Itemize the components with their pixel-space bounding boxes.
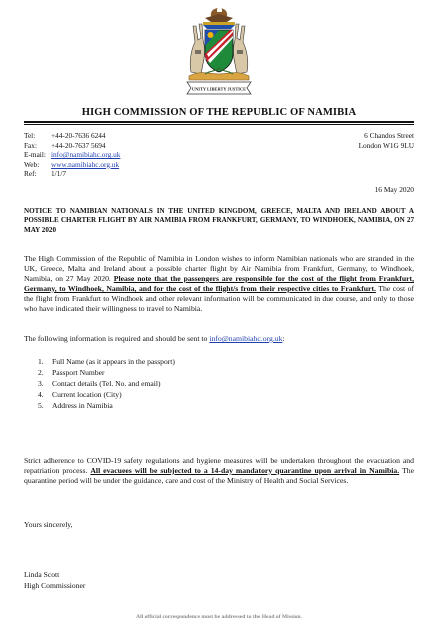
paragraph-intro-text: The High Commission of the Republic of Namibia in London wishes to inform Namibian nationals who are stranded in the UK, Greece, Malta and Ireland about a possible charter flight by Air Namibia from Frankfurt, Germany, to Windhoek, Namibia, on 27 May 2020. bbox=[24, 254, 414, 283]
list-item-number: 1. bbox=[38, 357, 44, 366]
fax-value: +44-20-7637 5694 bbox=[51, 140, 106, 150]
address-line-1: 6 Chandos Street bbox=[364, 131, 414, 140]
list-item bbox=[38, 368, 175, 379]
motto-text: UNITY LIBERTY JUSTICE bbox=[191, 86, 247, 92]
required-info-email-link[interactable]: info@namibiahc.org.uk bbox=[209, 334, 283, 343]
list-item-text: Contact details (Tel. No. and email) bbox=[52, 378, 161, 388]
list-item-text: Passport Number bbox=[52, 367, 105, 377]
letter-date: 16 May 2020 bbox=[374, 185, 414, 194]
covid-measures-text: Strict adherence to COVID-19 safety regulations and hygiene measures will be undertaken throughout the evacuation and repatriation process. bbox=[24, 456, 414, 475]
cost-responsibility-notice: Please note that the passengers are responsible for the cost of the flight from Frankfurt, Germany, to Windhoek, Namibia, and for the cost of the flight/s from their respective cities to Frankfurt. bbox=[24, 273, 415, 293]
paragraph-intro bbox=[24, 254, 414, 313]
footer-note: All official correspondence must be addressed to the Head of Mission. bbox=[136, 614, 302, 620]
list-item bbox=[38, 390, 175, 401]
contact-block bbox=[24, 131, 120, 179]
ref-row bbox=[24, 169, 120, 179]
required-info-text: The following information is required and should be sent to bbox=[24, 334, 208, 343]
list-item bbox=[38, 357, 175, 368]
motto-ribbon bbox=[187, 82, 251, 94]
list-item-text: Current location (City) bbox=[52, 389, 122, 399]
closing-salutation: Yours sincerely, bbox=[24, 520, 73, 529]
eagle-crest bbox=[203, 8, 235, 30]
list-item-number: 4. bbox=[38, 389, 44, 399]
paragraph-covid-measures bbox=[24, 456, 414, 486]
list-item-text: Full Name (as it appears in the passport) bbox=[52, 357, 175, 366]
list-item-number: 2. bbox=[38, 367, 44, 377]
quarantine-notice: All evacuees will be subjected to a 14-day mandatory quarantine upon arrival in Namibia. bbox=[90, 465, 400, 475]
tel-value: +44-20-7636 6244 bbox=[51, 131, 106, 140]
signer-title: High Commissioner bbox=[24, 580, 86, 590]
web-label: Web: bbox=[24, 159, 40, 169]
fax-label: Fax: bbox=[24, 140, 37, 150]
list-item-number: 3. bbox=[38, 378, 44, 388]
list-item bbox=[38, 379, 175, 390]
email-label: E-mail: bbox=[24, 150, 46, 160]
signature-block bbox=[24, 570, 85, 592]
signer-name: Linda Scott bbox=[24, 570, 60, 579]
required-info-list bbox=[38, 357, 175, 412]
email-row bbox=[24, 150, 120, 160]
list-item bbox=[38, 401, 175, 412]
paragraph-required-info bbox=[24, 334, 414, 344]
address-line-2: London W1G 9LU bbox=[358, 140, 414, 150]
tel-row bbox=[24, 131, 120, 141]
email-link[interactable]: info@namibiahc.org.uk bbox=[51, 150, 121, 160]
shield bbox=[205, 30, 233, 72]
required-info-suffix: : bbox=[282, 334, 285, 343]
list-item-number: 5. bbox=[38, 400, 44, 410]
notice-title: NOTICE TO NAMIBIAN NATIONALS IN THE UNITED KINGDOM, GREECE, MALTA AND IRELAND ABOUT A POSSIBLE CHARTER FLIGHT BY AIR NAMIBIA FROM FRANKFURT, GERMANY, TO WINDHOEK, NAMIBIA, ON 27 MAY 2020 bbox=[24, 207, 414, 234]
list-item-text: Address in Namibia bbox=[52, 400, 113, 410]
letterhead-title: HIGH COMMISSION OF THE REPUBLIC OF NAMIBIA bbox=[81, 107, 357, 118]
namibia-coat-of-arms-icon bbox=[181, 2, 257, 104]
header-divider-thin bbox=[24, 124, 414, 125]
web-link[interactable]: www.namibiahc.org.uk bbox=[51, 159, 120, 169]
web-row bbox=[24, 160, 120, 170]
ref-value: 1/1/7 bbox=[51, 169, 66, 179]
address-block bbox=[359, 131, 414, 150]
ref-label: Ref: bbox=[24, 169, 37, 179]
fax-row bbox=[24, 141, 120, 151]
covid-measures-rest: The quarantine period will be under the guidance, care and cost of the Ministry of Health and Social Services. bbox=[24, 465, 414, 485]
paragraph-intro-rest: The cost of the flight from Frankfurt to Windhoek and other relevant information will be communicated in due course, and only to those who have indicated their willingness to travel to Namibia. bbox=[24, 283, 414, 313]
tel-label: Tel: bbox=[24, 131, 36, 140]
header-divider-thick bbox=[24, 121, 414, 123]
